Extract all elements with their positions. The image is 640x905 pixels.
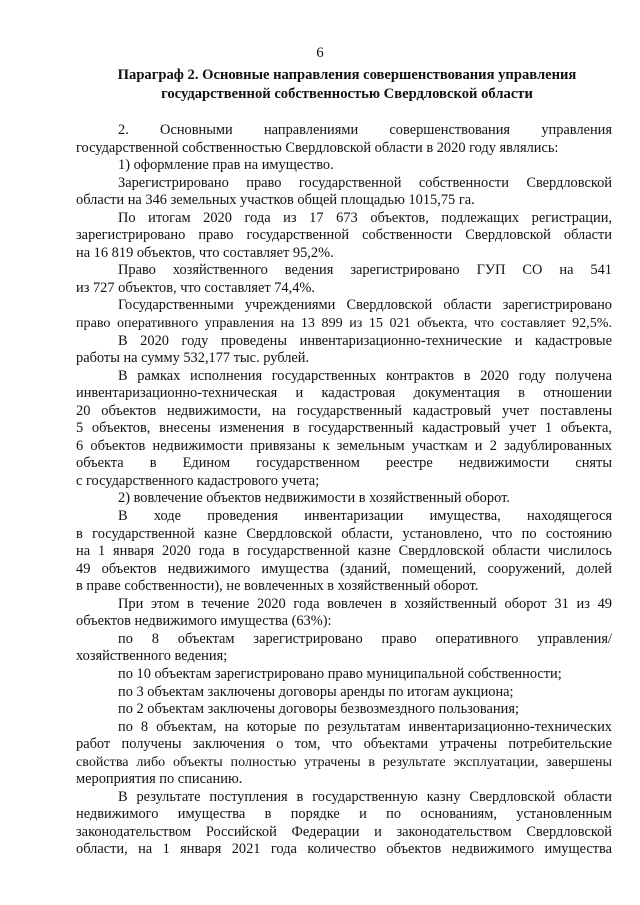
text-line: недвижимого имущества в порядке и по основаниям, установленным bbox=[76, 806, 612, 823]
text-line: по 10 объектам зарегистрировано право муниципальной собственности; bbox=[118, 665, 562, 682]
text-line: свойства либо объекты полностью утрачены в результате эксплуатации, завершены bbox=[76, 753, 612, 770]
text-line: В результате поступления в государственную казну Свердловской области bbox=[118, 788, 612, 805]
text-line: 1) оформление прав на имущество. bbox=[118, 157, 334, 174]
text-line: В рамках исполнения государственных контрактов в 2020 году получена bbox=[118, 367, 612, 384]
text-line: в праве собственности), не вовлеченных в хозяйственный оборот. bbox=[76, 578, 479, 595]
page-number: 6 bbox=[316, 45, 324, 61]
text-line: на 1 января 2020 года в государственной казне Свердловской области числилось bbox=[76, 543, 612, 560]
text-line: по 3 объектам заключены договоры аренды по итогам аукциона; bbox=[118, 683, 514, 700]
text-line: из 727 объектов, что составляет 74,4%. bbox=[76, 279, 315, 296]
text-line: в государственной казне Свердловской области, установлено, что по состоянию bbox=[76, 525, 612, 542]
text-line: По итогам 2020 года из 17 673 объектов, подлежащих регистрации, bbox=[118, 209, 612, 226]
text-line: 20 объектов недвижимости, на государственный кадастровый учет поставлены bbox=[76, 402, 612, 419]
text-line: 6 объектов недвижимости привязаны к земельным участкам и 2 задублированных bbox=[76, 437, 612, 454]
heading-line: государственной собственностью Свердловской области bbox=[161, 85, 533, 102]
text-line: по 2 объектам заключены договоры безвозмездного пользования; bbox=[118, 701, 519, 718]
text-line: 49 объектов недвижимого имущества (зданий, помещений, сооружений, долей bbox=[76, 560, 612, 577]
text-line: области на 346 земельных участков общей площадью 1015,75 га. bbox=[76, 192, 475, 209]
text-line: по 8 объектам зарегистрировано право оперативного управления/ bbox=[118, 630, 612, 647]
text-line: государственной собственностью Свердловской области в 2020 году являлись: bbox=[76, 139, 559, 156]
text-line: объектов недвижимого имущества (63%): bbox=[76, 613, 332, 630]
text-line: с государственного кадастрового учета; bbox=[76, 472, 320, 489]
text-line: Государственными учреждениями Свердловской области зарегистрировано bbox=[118, 297, 612, 314]
text-line: При этом в течение 2020 года вовлечен в хозяйственный оборот 31 из 49 bbox=[118, 595, 612, 612]
text-line: В 2020 году проведены инвентаризационно-технические и кадастровые bbox=[118, 332, 612, 349]
text-line: хозяйственного ведения; bbox=[76, 648, 228, 665]
text-line: В ходе проведения инвентаризации имущества, находящегося bbox=[118, 508, 612, 525]
section-heading bbox=[82, 66, 612, 103]
text-line: 5 объектов, внесены изменения в государственный кадастровый учет 1 объекта, bbox=[76, 420, 612, 437]
text-line: по 8 объектам, на которые по результатам инвентаризационно-технических bbox=[118, 718, 612, 735]
text-line: Зарегистрировано право государственной собственности Свердловской bbox=[118, 174, 612, 191]
text-line: право оперативного управления на 13 899 из 15 021 объекта, что составляет 92,5%. bbox=[76, 315, 612, 332]
heading-line: Параграф 2. Основные направления совершенствования управления bbox=[117, 67, 577, 83]
document-body bbox=[76, 122, 612, 859]
text-line: работ получены заключения о том, что объектами утрачены потребительские bbox=[76, 736, 612, 753]
text-line: объекта в Едином государственном реестре недвижимости сняты bbox=[76, 455, 612, 472]
text-line: зарегистрировано право государственной собственности Свердловской области bbox=[76, 227, 612, 244]
text-line: законодательством Российской Федерации и законодательством Свердловской bbox=[76, 823, 612, 840]
text-line: инвентаризационно-техническая и кадастровая документация в отношении bbox=[76, 385, 612, 402]
text-line: Право хозяйственного ведения зарегистрировано ГУП СО на 541 bbox=[118, 262, 612, 279]
text-line: работы на сумму 532,177 тыс. рублей. bbox=[76, 350, 310, 367]
text-line: области, на 1 января 2021 года количество объектов недвижимого имущества bbox=[76, 841, 612, 858]
text-line: 2. Основными направлениями совершенствования управления bbox=[118, 122, 612, 138]
text-line: 2) вовлечение объектов недвижимости в хозяйственный оборот. bbox=[118, 490, 510, 507]
text-line: на 16 819 объектов, что составляет 95,2%. bbox=[76, 244, 334, 261]
text-line: мероприятия по списанию. bbox=[76, 771, 243, 788]
